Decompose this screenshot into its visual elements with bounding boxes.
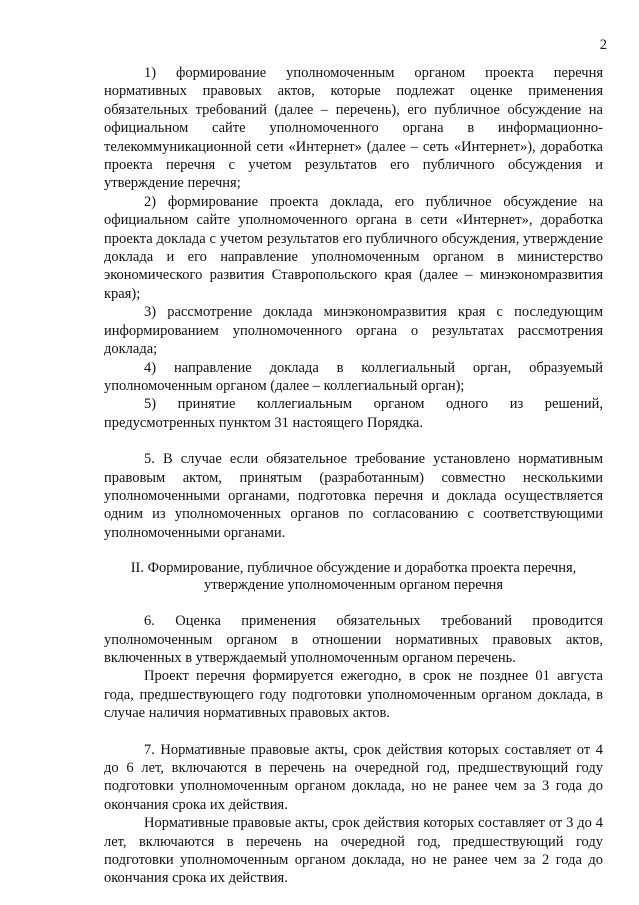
spacer bbox=[104, 542, 603, 560]
spacer bbox=[104, 432, 603, 450]
section-heading-line-1: II. Формирование, публичное обсуждение и доработка проекта перечня, bbox=[130, 560, 577, 577]
page-number: 2 bbox=[599, 37, 607, 53]
paragraph-step-3: 3) рассмотрение доклада минэкономразвития края с последующим информированием уполномоченного органа о результатах рассмотрения доклада; bbox=[104, 304, 603, 358]
paragraph-step-4: 4) направление доклада в коллегиальный орган, образуемый уполномоченным органом (далее – коллегиальный орган); bbox=[104, 359, 603, 394]
paragraph-clause-7: 7. Нормативные правовые акты, срок действия которых составляет от 4 до 6 лет, включаются в перечень на очередной год, предшествующий году подготовки уполномоченным органом доклада, но не ранее чем за 3 года до окончания срока их действия. bbox=[104, 741, 603, 813]
spacer bbox=[104, 594, 603, 612]
document-body bbox=[104, 64, 603, 888]
paragraph-clause-5: 5. В случае если обязательное требование установлено нормативным правовым актом, принятым (разработанным) совместно несколькими уполномоченными органами, подготовка перечня и доклада осуществляется одним из уполномоченных органов по согласованию с соответствующими уполномоченными органами. bbox=[104, 451, 603, 541]
paragraph-clause-6: 6. Оценка применения обязательных требований проводится уполномоченным органом в отношении нормативных правовых актов, включенных в утверждаемый уполномоченным органом перечень. bbox=[104, 613, 603, 666]
paragraph-step-2: 2) формирование проекта доклада, его публичное обсуждение на официальном сайте уполномоченного органа в сети «Интернет», доработка проекта доклада с учетом результатов его публичного обсуждения, утверждение доклада и его направление уполномоченным органом в министерство экономического развития Ставропольского края (далее – минэкономразвития края); bbox=[104, 193, 603, 302]
paragraph-step-5: 5) принятие коллегиальным органом одного из решений, предусмотренных пунктом 31 настоящего Порядка. bbox=[104, 396, 603, 431]
paragraph-step-1: 1) формирование уполномоченным органом проекта перечня нормативных правовых актов, которые подлежат оценке применения обязательных требований (далее – перечень), его публичное обсуждение на официальном сайте уполномоченного органа в информационно-телекоммуникационной сети «Интернет» (далее – сеть «Интернет»), доработка проекта перечня с учетом результатов его публичного обсуждения и утверждение перечня; bbox=[104, 65, 603, 192]
section-heading bbox=[104, 560, 603, 594]
paragraph-clause-6-continued: Проект перечня формируется ежегодно, в срок не позднее 01 августа года, предшествующего году подготовки уполномоченным органом доклада, в случае наличия нормативных правовых актов. bbox=[104, 668, 603, 722]
paragraph-clause-7-continued: Нормативные правовые акты, срок действия которых составляет от 3 до 4 лет, включаются в перечень на очередной год, предшествующий году подготовки уполномоченным органом доклада, но не ранее чем за 2 года до окончания срока их действия. bbox=[104, 815, 603, 887]
section-heading-line-2: утверждение уполномоченным органом перечня bbox=[204, 577, 503, 594]
spacer bbox=[104, 723, 603, 741]
